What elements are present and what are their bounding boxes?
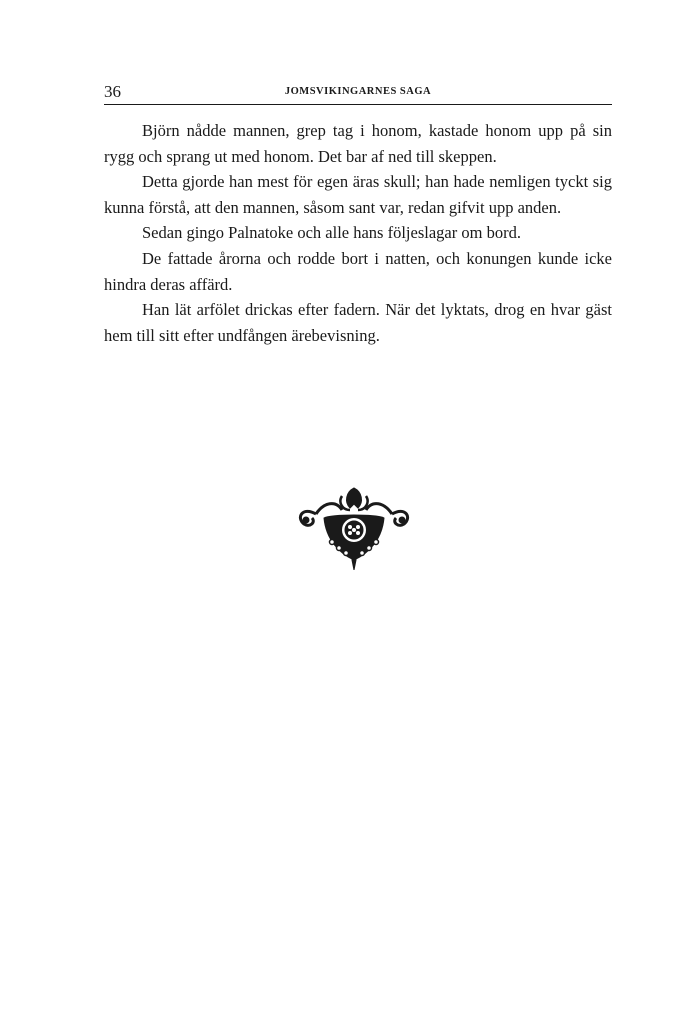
paragraph: Sedan gingo Palnatoke och alle hans följeslagar om bord.	[142, 223, 521, 243]
page-header	[104, 80, 612, 105]
paragraph: Björn nådde mannen, grep tag i honom, kastade honom upp på sin rygg och sprang ut med honom. Det bar af ned till skeppen.	[104, 121, 612, 166]
decorative-vignette-icon	[294, 484, 414, 570]
running-title: JOMSVIKINGARNES SAGA	[284, 86, 432, 97]
paragraph: Detta gjorde han mest för egen äras skull; han hade nemligen tyckt sig kunna förstå, att den mannen, såsom sant var, redan gifvit upp anden.	[104, 172, 612, 217]
paragraph: Han lät arfölet drickas efter fadern. När det lyktats, drog en hvar gäst hem till sitt efter undfången ärebevisning.	[104, 300, 612, 345]
body-text	[104, 118, 612, 348]
page-number: 36	[104, 82, 121, 101]
paragraph: De fattade årorna och rodde bort i natten, och konungen kunde icke hindra deras affärd.	[104, 248, 612, 294]
